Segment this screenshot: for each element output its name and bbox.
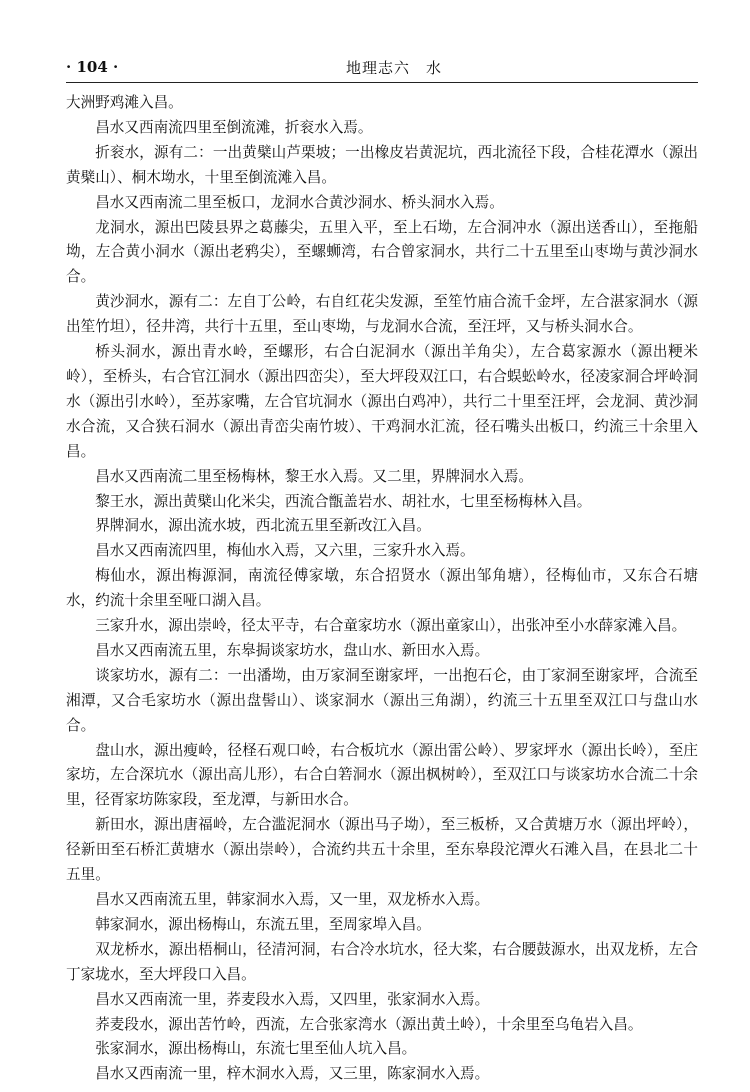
paragraph: 盘山水，源出瘦岭，径柽石观口岭，右合板坑水（源出雷公岭）、罗家坪水（源出长岭），至庄家坊，左合深坑水（源出高儿形），右合白箬洞水（源出枫树岭），至双江口与谈家坊水合流二十余里，径胥家坊陈家段，至龙潭，与新田水合。	[66, 741, 698, 809]
paragraph: 昌水又西南流四里，梅仙水入焉，又六里，三家升水入焉。	[95, 542, 475, 560]
paragraph: 昌水又西南流五里，韩家洞水入焉，又一里，双龙桥水入焉。	[95, 891, 490, 908]
paragraph: 界牌洞水，源出流水坡，西北流五里至新改江入昌。	[95, 517, 431, 535]
paragraph: 双龙桥水，源出梧桐山，径清河洞，右合冷水坑水，径大桨，右合腰鼓源水，出双龙桥，左合丁家垅水，至大坪段口入昌。	[66, 940, 698, 983]
page-number: · 104 ·	[66, 58, 119, 76]
paragraph: 新田水，源出唐福岭，左合滥泥洞水（源出马子坳），至三板桥，又合黄塘万水（源出坪岭），径新田至石桥汇黄塘水（源出崇岭），合流约共五十余里，至东皋段沱潭火石滩入昌，在县北二十五里。	[66, 816, 698, 884]
paragraph: 大洲野鸡滩入昌。	[66, 94, 183, 111]
paragraph: 黎王水，源出黄檗山化米尖，西流合甑盖岩水、胡社水，七里至杨梅林入昌。	[95, 492, 592, 510]
paragraph: 三家升水，源出崇岭，径太平寺，右合童家坊水（源出童家山），出张冲至小水薛家滩入昌。	[95, 617, 687, 635]
running-header	[66, 52, 698, 83]
paragraph: 谈家坊水，源有二：一出潘坳，由万家洞至谢家坪，一出抱石仑，由丁家洞至谢家坪，合流至湘潭，又合毛家坊水（源出盘髻山）、谈家洞水（源出三角湖），约流三十五里至双江口与盘山水合。	[66, 666, 698, 734]
paragraph: 桥头洞水，源出青水岭，至螺形，右合白泥洞水（源出羊角尖），左合葛家源水（源出粳米岭），至桥头，右合官江洞水（源出四峦尖），至大坪段双江口，右合蜈蚣岭水，径凌家洞合坪岭洞水（源出引水岭），至苏家嘴，左合官坑洞水（源出白鸡冲），共行二十里至汪坪，会龙洞、黄沙洞水合流，又合狭石洞水（源出青峦尖南竹坡）、干鸡洞水汇流，径石嘴头出板口，约流三十余里入昌。	[66, 343, 698, 460]
paragraph: 昌水又西南流五里，东皋挶谈家坊水，盘山水、新田水入焉。	[95, 641, 490, 659]
paragraph: 梅仙水，源出梅源洞，南流径傅家墩，东合招贤水（源出邹角塘），径梅仙市，又东合石塘水，约流十余里至哑口湖入昌。	[66, 567, 698, 610]
document-page	[66, 52, 698, 1087]
body-text	[66, 91, 698, 1087]
paragraph: 龙洞水，源出巴陵县界之葛藤尖，五里入平，至上石坳，左合洞冲水（源出送香山），至拖船坳，左合黄小洞水（源出老鸦尖），至螺蛳湾，右合曾家洞水，共行二十五里至山枣坳与黄沙洞水合。	[66, 218, 698, 286]
paragraph: 折衮水，源有二：一出黄檗山芦栗坡；一出橡皮岩黄泥坑，西北流径下段，合桂花潭水（源出黄檗山）、桐木坳水，十里至倒流滩入昌。	[66, 143, 698, 186]
paragraph: 昌水又西南流一里，梓木洞水入焉，又三里，陈家洞水入焉。	[95, 1065, 490, 1083]
paragraph: 昌水又西南流一里，荞麦段水入焉，又四里，张家洞水入焉。	[95, 990, 490, 1008]
paragraph: 张家洞水，源出杨梅山，东流七里至仙人坑入昌。	[95, 1040, 417, 1058]
chapter-title: 地理志六 水	[346, 59, 443, 77]
paragraph: 韩家洞水，源出杨梅山，东流五里，至周家埠入昌。	[95, 915, 431, 933]
paragraph: 昌水又西南流二里至杨梅林，黎王水入焉。又二里，界牌洞水入焉。	[95, 467, 534, 485]
paragraph: 黄沙洞水，源有二：左自丁公岭，右自红花尖发源，至笙竹庙合流千金坪，左合湛家洞水（源出笙竹坦），径井湾，共行十五里，至山枣坳，与龙洞水合流，至汪坪，又与桥头洞水合。	[66, 293, 698, 336]
paragraph: 荞麦段水，源出苦竹岭，西流，左合张家湾水（源出黄土岭），十余里至乌龟岩入昌。	[95, 1015, 643, 1033]
paragraph: 昌水又西南流四里至倒流滩，折衮水入焉。	[95, 118, 373, 136]
paragraph: 昌水又西南流二里至板口，龙洞水合黄沙洞水、桥头洞水入焉。	[95, 193, 504, 211]
